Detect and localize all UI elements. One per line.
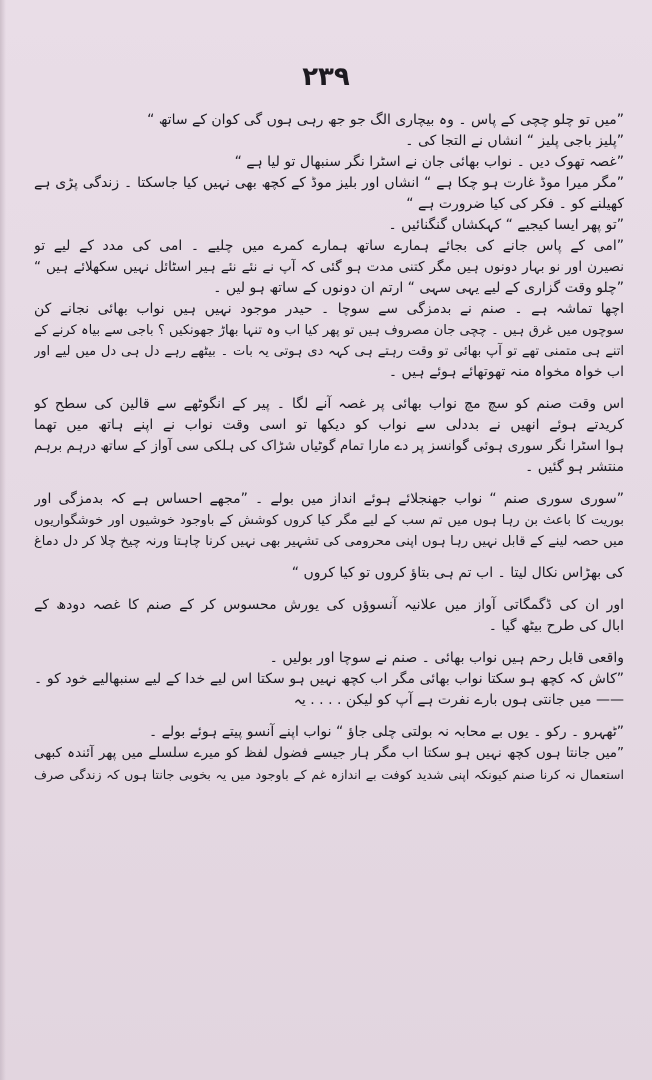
text-line: اور ان کی ڈگمگاتی آواز میں علانیہ آنسوؤں کی یورش محسوس کر کے صنم کا غصہ دودھ کے xyxy=(34,597,624,613)
text-line: ”سوری سوری صنم “ نواب جھنجلائے ہوئے انداز میں بولے ۔ ”مجھے احساس ہے کہ بدمزگی اور xyxy=(34,491,624,507)
text-line: نصیرن اور نو بہار دونوں ہیں مگر کتنی مدت ہو گئی کہ آپ نے نئے نئے ہیر اسٹائل نہیں سکھلائے ہیں “ xyxy=(34,259,624,275)
text-line: اچھا تماشہ ہے ۔ صنم نے بدمزگی سے سوچا ۔ حیدر موجود نہیں ہیں نواب بھائی نجانے کن xyxy=(34,301,624,317)
text-line: ”ٹھہرو ۔ رکو ۔ یوں بے محابہ نہ بولتی چلی جاؤ “ نواب اپنے آنسو پیتے ہوئے بولے ۔ xyxy=(149,724,624,740)
text-line: ”چلو وقت گزاری کے لیے یہی سہی “ ارتم ان دونوں کے ساتھ ہو لیں ۔ xyxy=(213,280,624,296)
text-line: ”کاش کہ کچھ ہو سکتا نواب بھائی مگر اب کچھ نہیں ہو سکتا اس لیے خدا کے لیے سنبھالیے خود کو ۔ xyxy=(34,671,624,687)
text-line: ”پلیز باجی پلیز “ انشاں نے التجا کی ۔ xyxy=(405,133,624,149)
text-line: ابال کی طرح بیٹھ گیا ۔ xyxy=(488,618,624,634)
text-line: بوریت کا باعث بن رہا ہوں میں تم سب کے لیے مگر کیا کروں کوشش کے باوجود خوشیوں اور خوشگواریوں xyxy=(34,513,624,528)
text-line: اب خواہ مخواہ منہ تھوتھائے ہوئے ہیں ۔ xyxy=(388,364,624,380)
text-line: ”میں تو چلو چچی کے پاس ۔ وہ بیچاری الگ جو جھ رہی ہوں گی کوان کے ساتھ “ xyxy=(147,112,624,128)
text-line: میں حصہ لینے کے قابل نہیں رہا ہوں اپنی محرومی کی تشہیر بھی نہیں کرنا چاہتا ورنہ چیخ چلا کر دل دماغ xyxy=(34,534,624,549)
page-number: ۲۳۹ xyxy=(302,62,350,92)
text-line: ”تو پھر ایسا کیجیے “ کہکشاں گنگنائیں ۔ xyxy=(388,217,624,233)
text-line: ”غصہ تھوک دیں ۔ نواب بھائی جان نے اسٹرا نگر سنبھال تو لیا ہے “ xyxy=(234,154,624,170)
text-line: اس وقت صنم کو سچ مچ نواب بھائی پر غصہ آنے لگا ۔ پیر کے انگوٹھے سے قالین کی سطح کو xyxy=(34,396,624,412)
text-line: واقعی قابل رحم ہیں نواب بھائی ۔ صنم نے سوچا اور بولیں ۔ xyxy=(269,650,624,666)
text-line: ”امی کے پاس جانے کی بجائے ہمارے ساتھ ہمارے کمرے میں چلیے ۔ امی کی مدد کے لیے تو xyxy=(34,238,624,254)
text-line: اتنے ہی متمنی تھے تو آپ بھائی تو وقت رہتے ہی کہہ دی ہوتی یہ بات ۔ بیٹھے رہے دل ہی دل میں لیے اور xyxy=(34,344,624,359)
text-line: ”میں جانتا ہوں کچھ نہیں ہو سکتا اب مگر ہار جیسے فضول لفظ کو میرے سلسلے میں پھر آئندہ کبھی xyxy=(34,745,624,761)
text-line: —— میں جانتی ہوں بارے نفرت ہے آپ کو لیکن . . . . یہ xyxy=(293,692,624,708)
text-line: کی بھڑاس نکال لیتا ۔ اب تم ہی بتاؤ کروں تو کیا کروں “ xyxy=(291,565,624,581)
text-line: سوچوں میں غرق ہیں ۔ چچی جان مصروف ہیں تو پھر کیا اب وہ تنہا بھاڑ جھونکیں ؟ باجی سے بیاہ کرنے کے xyxy=(34,323,624,338)
text-line: کریدتے ہوئے انھیں نے بددلی سے نواب کو دیکھا تو اسی وقت نواب نے اپنے ہاتھ میں تھما xyxy=(34,417,624,433)
text-line: کھیلنے کو ۔ فکر کی کیا ضرورت ہے “ xyxy=(406,196,624,212)
text-line: ”مگر میرا موڈ غارت ہو چکا ہے “ انشاں اور بلیز موڈ کے کچھ بھی نہیں کیا جاسکتا ۔ زندگی پڑی ہے xyxy=(34,175,624,191)
text-line: ہوا اسٹرا نگر سوری ہوئی گوانسز پر دے مارا تمام گوٹیاں شڑاک کی ہلکی سی آواز کے ساتھ درہم برہم xyxy=(34,438,624,454)
text-line: استعمال نہ کرنا صنم کیونکہ اپنی شدید کوفت بے اندازہ غم کے باوجود میں یہ بخوبی جانتا ہوں کہ زندگی صرف xyxy=(34,767,624,782)
text-line: منتشر ہو گئیں ۔ xyxy=(525,459,624,475)
body-text xyxy=(34,110,624,1070)
